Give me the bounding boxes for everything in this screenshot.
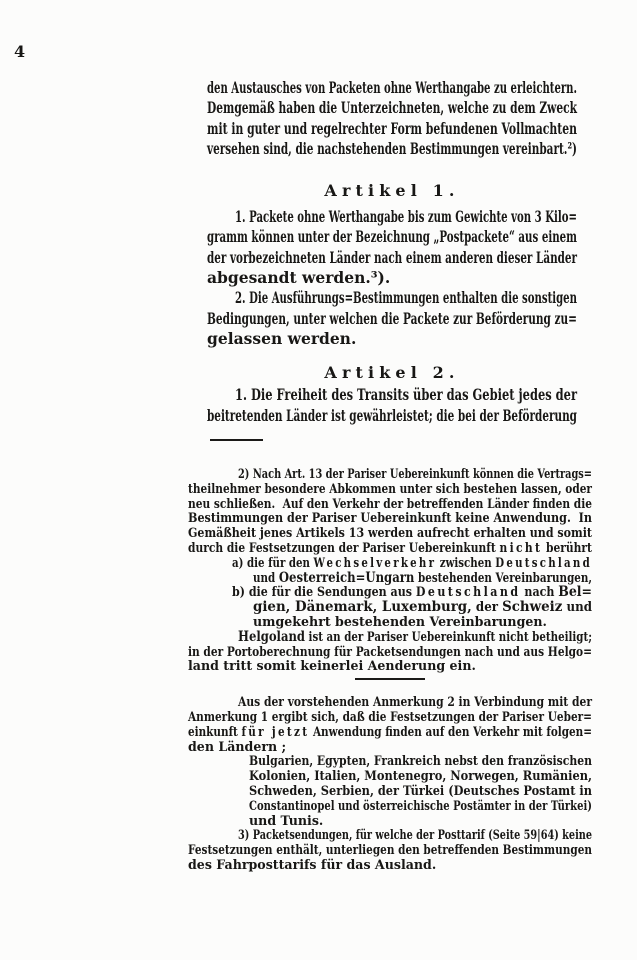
text-line <box>188 784 592 799</box>
text-line-content: gramm können unter der Bezeichnung „Postpackete“ aus einem <box>207 227 577 247</box>
text-line <box>207 119 577 139</box>
text-line-content: versehen sind, die nachstehenden Bestimmungen vereinbart.²) <box>207 138 577 158</box>
text-line-content: Festsetzungen enthält, unterliegen den betreffenden Bestimmungen <box>188 842 592 858</box>
footnote-3 <box>188 828 592 872</box>
letterspaced-text: für jetzt <box>241 723 310 739</box>
bold-text: gien, Dänemark, Luxemburg, <box>253 599 472 616</box>
text-line <box>207 406 577 426</box>
bold-text: Bel= <box>558 584 592 601</box>
bold-text: Schweiz <box>502 599 563 616</box>
text-line-content: 1. Packete ohne Werthangabe bis zum Gewichte von 3 Kilo= <box>235 207 577 227</box>
text-line <box>188 695 592 710</box>
text-line <box>188 828 592 843</box>
text-line-content: neu schließen. Auf den Verkehr der betreffenden Länder finden die <box>188 495 592 511</box>
text-line-content: einkunft für jetzt Anwendung finden auf den Verkehr mit folgen= <box>188 723 592 739</box>
text-line-content: und Tunis. <box>249 812 324 828</box>
text-line-content: Anmerkung 1 ergibt sich, daß die Festsetzungen der Pariser Ueber= <box>188 708 592 724</box>
text-line-content: theilnehmer besondere Abkommen unter sich bestehen lassen, oder <box>188 480 592 496</box>
footnote-2-item-b <box>188 585 592 629</box>
text-line-content: Schweden, Serbien, der Türkei (Deutsches Postamt in <box>249 782 592 798</box>
article-2-paragraph-1 <box>207 385 577 426</box>
letterspaced-text: Wechselverkehr <box>313 554 437 570</box>
text-line <box>188 600 592 615</box>
text-line <box>188 858 592 873</box>
footnote-separator-rule <box>210 439 263 441</box>
text-line-content: Bestimmungen der Pariser Uebereinkunft keine Anwendung. In <box>188 510 592 526</box>
footnote-2-item-a <box>188 556 592 586</box>
text-line-content: 2. Die Ausführungs=Bestimmungen enthalten die sonstigen <box>235 288 577 308</box>
text-line-content: Bulgarien, Egypten, Frankreich nebst den französischen <box>249 753 592 769</box>
text-line <box>207 98 577 118</box>
text-line-content: beitretenden Länder ist gewährleistet; die bei der Beförderung <box>207 405 577 425</box>
text-line <box>207 385 577 405</box>
letterspaced-text: Deutschland <box>415 584 521 600</box>
text-line-content: Gemäßheit jenes Artikels 13 werden aufrecht erhalten und somit <box>188 525 592 541</box>
letterspaced-text: Deutschland <box>495 554 592 570</box>
text-line-content: Demgemäß haben die Unterzeichneten, welche zu dem Zweck <box>207 98 577 118</box>
text-line <box>188 710 592 725</box>
main-text-block <box>207 78 577 426</box>
article-2-heading: Artikel 2. <box>324 363 460 383</box>
text-line-content: in der Portoberechnung für Packetsendungen nach und aus Helgo= <box>188 643 592 659</box>
article-1-paragraph-2 <box>207 288 577 349</box>
text-line-content: Bedingungen, unter welchen die Packete zur Beförderung zu= <box>207 308 577 328</box>
text-line <box>188 843 592 858</box>
text-line-content: land tritt somit keinerlei Aenderung ein. <box>188 658 476 674</box>
text-line <box>188 740 592 755</box>
text-line-content: der vorbezeichneten Länder nach einem anderen dieser Länder <box>207 247 577 267</box>
text-line-content: mit in guter und regelrechter Form befundenen Vollmachten <box>207 118 577 138</box>
text-line <box>188 799 592 814</box>
text-line <box>207 288 577 308</box>
country-list <box>188 754 592 828</box>
page-number: 4 <box>14 42 26 61</box>
text-line <box>207 139 577 159</box>
text-line <box>207 248 577 268</box>
text-line-content: den Austausches von Packeten ohne Werthangabe zu erleichtern. <box>207 78 577 97</box>
text-line <box>188 467 592 482</box>
text-line-content: 1. Die Freiheit des Transits über das Gebiet jedes der <box>235 385 577 405</box>
text-line-content: b) die für die Sendungen aus Deutschland nach Bel= <box>232 584 592 601</box>
text-line-content: gelassen werden. <box>207 328 357 348</box>
section-divider-rule <box>355 678 425 680</box>
text-line-content: 3) Packetsendungen, für welche der Posttarif (Seite 59|64) keine <box>238 827 592 843</box>
text-line <box>188 630 592 645</box>
text-line <box>188 725 592 740</box>
text-line <box>188 754 592 769</box>
text-line <box>207 78 577 98</box>
article-1-paragraph-1 <box>207 207 577 288</box>
bold-text: Oesterreich=Ungarn <box>278 569 415 586</box>
text-line <box>188 585 592 600</box>
text-line <box>188 615 592 630</box>
continuation-paragraph <box>207 78 577 159</box>
text-line <box>188 769 592 784</box>
text-line-content: gien, Dänemark, Luxemburg, der Schweiz und <box>253 599 592 616</box>
footnotes-block <box>188 467 592 873</box>
text-line <box>188 526 592 541</box>
text-line-content: umgekehrt bestehenden Vereinbarungen. <box>253 613 547 629</box>
text-line <box>207 227 577 247</box>
text-line-content: abgesandt werden.³). <box>207 268 391 288</box>
text-line-content: des Fahrposttarifs für das Ausland. <box>188 856 437 872</box>
text-line <box>188 814 592 829</box>
text-line <box>188 645 592 660</box>
article-1-heading: Artikel 1. <box>324 181 460 201</box>
text-line-content: Helgoland ist an der Pariser Uebereinkunft nicht betheiligt; <box>238 628 592 645</box>
text-line-content: 2) Nach Art. 13 der Pariser Uebereinkunft können die Vertrags= <box>238 466 592 481</box>
text-line <box>207 309 577 329</box>
text-line <box>188 571 592 586</box>
text-line <box>188 482 592 497</box>
text-line <box>207 268 577 288</box>
bold-text: Helgoland <box>238 628 305 645</box>
text-line <box>207 329 577 349</box>
text-line-content: a) die für den Wechselverkehr zwischen Deutschland <box>232 554 592 570</box>
text-line <box>207 207 577 227</box>
text-line <box>188 556 592 571</box>
text-line-content: durch die Festsetzungen der Pariser Uebereinkunft nicht berührt <box>188 539 592 555</box>
footnote-2-helgoland-note <box>188 630 592 674</box>
text-line-content: und Oesterreich=Ungarn bestehenden Vereinbarungen, <box>253 569 592 586</box>
letterspaced-text: nicht <box>499 539 543 555</box>
text-line <box>188 659 592 674</box>
text-line-content: den Ländern ; <box>188 738 287 754</box>
footnote-2 <box>188 467 592 556</box>
text-line <box>188 541 592 556</box>
text-line-content: Kolonien, Italien, Montenegro, Norwegen, Rumänien, <box>249 768 592 784</box>
text-line-content: Aus der vorstehenden Anmerkung 2 in Verbindung mit der <box>238 694 592 710</box>
remark-paragraph <box>188 695 592 754</box>
text-line <box>188 511 592 526</box>
text-line-content: Constantinopel und österreichische Postämter in der Türkei) <box>249 797 592 813</box>
text-line <box>188 497 592 512</box>
